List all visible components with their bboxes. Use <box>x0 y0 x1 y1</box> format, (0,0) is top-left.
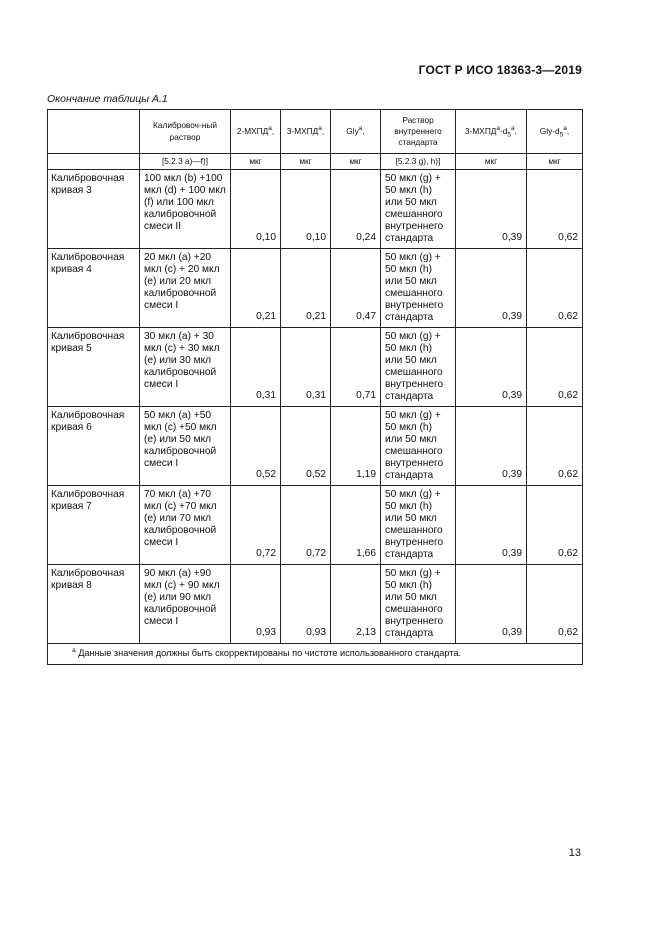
table-caption: Окончание таблицы А.1 <box>47 93 168 105</box>
header-2-mcpd: 2-МХПД$^a$, <box>231 110 281 154</box>
gly-d5-cell: 0,62 <box>527 407 583 486</box>
mcpd2-cell: 0,52 <box>231 407 281 486</box>
mcpd2-cell: 0,93 <box>231 565 281 644</box>
mcpd3-d5-cell: 0,39 <box>456 407 527 486</box>
mcpd3-d5-cell: 0,39 <box>456 565 527 644</box>
mcpd3-cell: 0,52 <box>281 407 331 486</box>
internal-standard-cell: 50 мкл (g) + 50 мкл (h) или 50 мкл смешанного внутреннего стандарта <box>381 249 456 328</box>
footnote-text: Данные значения должны быть скорректированы по чистоте использованного стандарта. <box>78 648 462 658</box>
header-3-mcpd: 3-МХПД$^a$, <box>281 110 331 154</box>
table-row <box>48 565 583 644</box>
internal-standard-cell: 50 мкл (g) + 50 мкл (h) или 50 мкл смешанного внутреннего стандарта <box>381 170 456 249</box>
unit-cell: мкг <box>456 154 527 170</box>
calibration-table <box>47 109 583 665</box>
header-calibration-solution: Калибровоч-ный раствор <box>140 110 231 154</box>
mcpd2-cell: 0,10 <box>231 170 281 249</box>
table-row <box>48 486 583 565</box>
gly-cell: 1,19 <box>331 407 381 486</box>
gly-cell: 0,47 <box>331 249 381 328</box>
table-row <box>48 328 583 407</box>
row-label: Калибровочная кривая 3 <box>48 170 140 249</box>
unit-cell: [5.2.3 а)—f)] <box>140 154 231 170</box>
unit-cell: [5.2.3 g), h)] <box>381 154 456 170</box>
mcpd3-cell: 0,31 <box>281 328 331 407</box>
footnote-marker: a <box>72 646 76 654</box>
row-label: Калибровочная кривая 6 <box>48 407 140 486</box>
calibration-solution-cell: 50 мкл (а) +50 мкл (с) +50 мкл (е) или 50 мкл калибровочной смеси I <box>140 407 231 486</box>
internal-standard-cell: 50 мкл (g) + 50 мкл (h) или 50 мкл смешанного внутреннего стандарта <box>381 486 456 565</box>
page-number: 13 <box>568 847 581 859</box>
mcpd2-cell: 0,21 <box>231 249 281 328</box>
mcpd2-cell: 0,72 <box>231 486 281 565</box>
calibration-solution-cell: 100 мкл (b) +100 мкл (d) + 100 мкл (f) или 100 мкл калибровочной смеси II <box>140 170 231 249</box>
unit-cell: мкг <box>231 154 281 170</box>
gly-cell: 2,13 <box>331 565 381 644</box>
calibration-solution-cell: 30 мкл (а) + 30 мкл (с) + 30 мкл (е) или 30 мкл калибровочной смеси I <box>140 328 231 407</box>
internal-standard-cell: 50 мкл (g) + 50 мкл (h) или 50 мкл смешанного внутреннего стандарта <box>381 565 456 644</box>
gly-d5-cell: 0,62 <box>527 328 583 407</box>
header-3-mcpd-d5: $3-МХПД^a-d_5^a$, <box>456 110 527 154</box>
internal-standard-cell: 50 мкл (g) + 50 мкл (h) или 50 мкл смешанного внутреннего стандарта <box>381 407 456 486</box>
gly-d5-cell: 0,62 <box>527 170 583 249</box>
mcpd3-cell: 0,21 <box>281 249 331 328</box>
table-footnote <box>48 644 583 665</box>
gly-d5-cell: 0,62 <box>527 249 583 328</box>
gly-cell: 0,24 <box>331 170 381 249</box>
units-row <box>48 154 583 170</box>
table-row <box>48 249 583 328</box>
header-row <box>48 110 583 154</box>
gly-d5-cell: 0,62 <box>527 565 583 644</box>
calibration-solution-cell: 20 мкл (а) +20 мкл (с) + 20 мкл (е) или 20 мкл калибровочной смеси I <box>140 249 231 328</box>
mcpd3-cell: 0,72 <box>281 486 331 565</box>
mcpd2-cell: 0,31 <box>231 328 281 407</box>
document-header: ГОСТ Р ИСО 18363-3—2019 <box>418 63 582 77</box>
unit-cell: мкг <box>281 154 331 170</box>
header-internal-standard: Раствор внутреннего стандарта <box>381 110 456 154</box>
mcpd3-cell: 0,10 <box>281 170 331 249</box>
mcpd3-d5-cell: 0,39 <box>456 328 527 407</box>
gly-cell: 0,71 <box>331 328 381 407</box>
calibration-solution-cell: 70 мкл (а) +70 мкл (с) +70 мкл (е) или 70 мкл калибровочной смеси I <box>140 486 231 565</box>
gly-cell: 1,66 <box>331 486 381 565</box>
row-label: Калибровочная кривая 4 <box>48 249 140 328</box>
calibration-solution-cell: 90 мкл (а) +90 мкл (с) + 90 мкл (е) или 90 мкл калибровочной смеси I <box>140 565 231 644</box>
header-gly: Gly$^a$, <box>331 110 381 154</box>
header-gly-d5: Gly-$d_5^a$, <box>527 110 583 154</box>
header-cell-empty <box>48 110 140 154</box>
row-label: Калибровочная кривая 8 <box>48 565 140 644</box>
row-label: Калибровочная кривая 7 <box>48 486 140 565</box>
table-row <box>48 407 583 486</box>
mcpd3-cell: 0,93 <box>281 565 331 644</box>
gly-d5-cell: 0,62 <box>527 486 583 565</box>
unit-cell: мкг <box>331 154 381 170</box>
footnote-row <box>48 644 583 665</box>
mcpd3-d5-cell: 0,39 <box>456 249 527 328</box>
mcpd3-d5-cell: 0,39 <box>456 486 527 565</box>
internal-standard-cell: 50 мкл (g) + 50 мкл (h) или 50 мкл смешанного внутреннего стандарта <box>381 328 456 407</box>
unit-cell <box>48 154 140 170</box>
mcpd3-d5-cell: 0,39 <box>456 170 527 249</box>
table-row <box>48 170 583 249</box>
unit-cell: мкг <box>527 154 583 170</box>
row-label: Калибровочная кривая 5 <box>48 328 140 407</box>
